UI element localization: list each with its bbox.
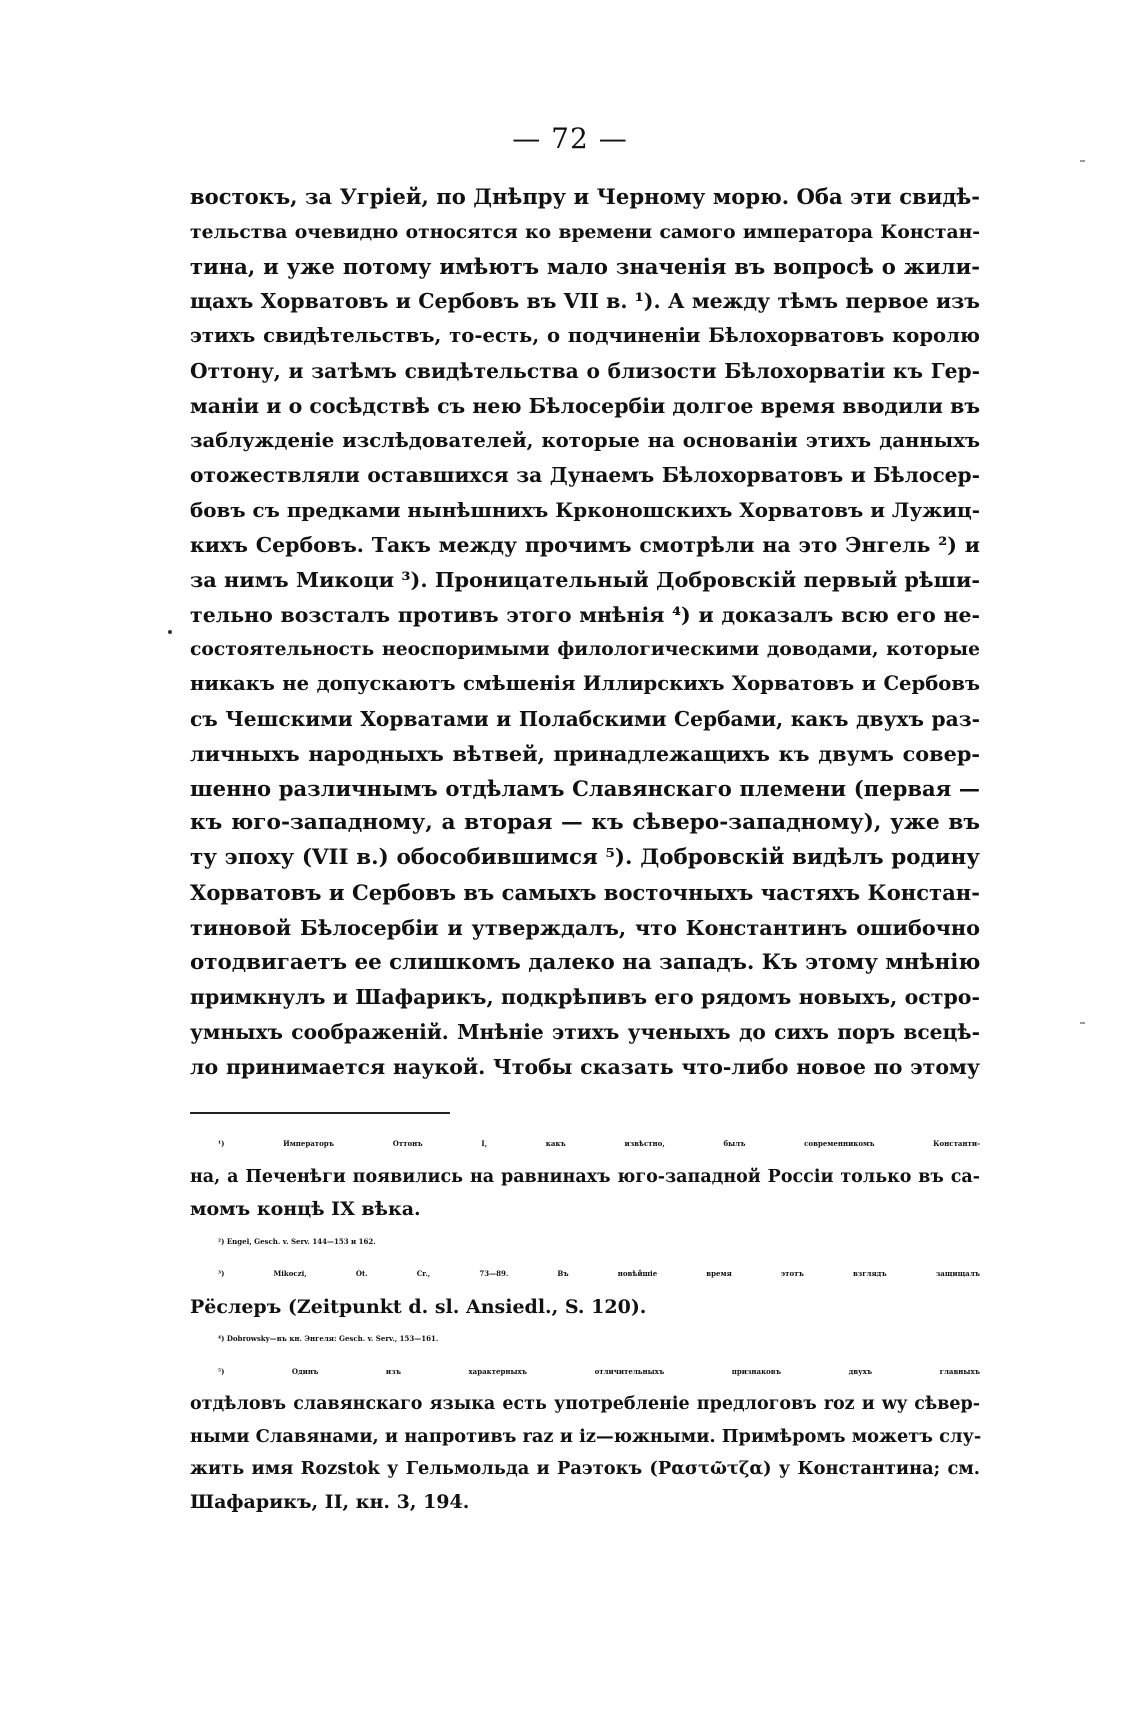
body-line: отожествляли оставшихся за Дунаемъ Бѣлохорватовъ и Бѣлосер- [190,463,980,488]
footnote-line: на, а Печенѣги появились на равнинахъ юго-западной Россіи только въ са- [190,1166,980,1187]
body-line: тельно возсталъ противъ этого мнѣнія ⁴) и доказалъ всю его не- [190,602,980,627]
body-line: Хорватовъ и Сербовъ въ самыхъ восточныхъ частяхъ Констан- [190,879,980,905]
edge-mark [1080,1022,1085,1024]
footnote-line: ¹) Императоръ Оттонъ I, какъ извѣстно, былъ современникомъ Константи- [218,1139,980,1148]
body-line: тиновой Бѣлосербіи и утверждалъ, что Константинъ ошибочно [190,914,980,940]
footnotes [190,1128,980,1518]
body-line: щахъ Хорватовъ и Сербовъ въ VII в. ¹). А между тѣмъ первое изъ [190,289,980,314]
body-line: съ Чешскими Хорватами и Полабскими Сербами, какъ двухъ раз- [190,706,980,731]
margin-dot [168,630,172,634]
body-line: этихъ свидѣтельствъ, то-есть, о подчиненіи Бѣлохорватовъ королю [190,324,980,348]
body-line: кихъ Сербовъ. Такъ между прочимъ смотрѣли на это Энгель ²) и [190,532,980,557]
body-line: отодвигаетъ ее слишкомъ далеко на западъ. Къ этому мнѣнію [190,949,981,975]
footnote-line: момъ концѣ IX вѣка. [190,1198,421,1220]
body-line: никакъ не допускаютъ смѣшенія Иллирскихъ Хорватовъ и Сербовъ [190,672,980,696]
footnote-line: жить имя Rozstok у Гельмольда и Раэтокъ (Ραστῶτζα) у Константина; см. [190,1458,980,1479]
body-line: примкнулъ и Шафарикъ, подкрѣпивъ его рядомъ новыхъ, остро- [190,985,980,1010]
body-line: востокъ, за Угріей, по Днѣпру и Черному морю. Оба эти свидѣ- [190,184,980,209]
footnote-line: ³) Mikoczi, Ot. Cr., 73—89. Въ новѣйшіе время этотъ взглядъ защищалъ [218,1269,980,1278]
body-line: умныхъ соображеній. Мнѣніе этихъ ученыхъ до сихъ поръ всецѣ- [190,1020,980,1045]
edge-mark [1080,160,1085,162]
footnote-line: ⁴) Dobrowsky—въ кн. Энгеля: Gesch. v. Serv., 153—161. [218,1334,439,1343]
body-line: маніи и о сосѣдствѣ съ нею Бѣлосербіи долгое время вводили въ [190,393,981,418]
body-line: къ юго-западному, а вторая — къ сѣверо-западному), уже въ [190,810,980,836]
page-number: — 72 — [512,122,628,155]
body-line: бовъ съ предками нынѣшнихъ Крконошскихъ Хорватовъ и Лужиц- [190,498,980,523]
footnote-line: Шафарикъ, II, кн. 3, 194. [190,1490,470,1513]
body-line: личныхъ народныхъ вѣтвей, принадлежащихъ къ двумъ совер- [190,740,980,766]
body-line: Оттону, и затѣмъ свидѣтельства о близости Бѣлохорватіи къ Гер- [190,358,980,383]
body-line: ту эпоху (VII в.) обособившимся ⁵). Добровскій видѣлъ родину [190,845,980,871]
footnote-line: ⁵) Одинъ изъ характерныхъ отличительныхъ признаковъ двухъ главныхъ [218,1366,980,1376]
body-line: заблужденіе изслѣдователей, которые на основаніи этихъ данныхъ [190,428,980,452]
body-text [190,180,980,1085]
body-line: тина, и уже потому имѣютъ мало значенія въ вопросѣ о жили- [190,253,980,279]
footnote-line: ными Славянами, и напротивъ raz и iz—южными. Примѣромъ можетъ слу- [190,1425,982,1447]
body-line: шенно различнымъ отдѣламъ Славянскаго племени (первая — [190,775,980,801]
footnote-line: Рёслеръ (Zeitpunkt d. sl. Ansiedl., S. 120). [190,1295,647,1318]
footnote-rule [190,1112,450,1114]
body-line: за нимъ Микоци ³). Проницательный Добровскій первый рѣши- [190,566,980,592]
body-line: тельства очевидно относятся ко времени самого императора Констан- [190,220,980,243]
footnote-line: отдѣловъ славянскаго языка есть употребленіе предлоговъ roz и wy сѣвер- [190,1394,980,1414]
footnote-line: ²) Engel, Gesch. v. Serv. 144—153 и 162. [218,1236,376,1246]
body-line: ло принимается наукой. Чтобы сказать что-либо новое по этому [190,1054,980,1079]
body-line: состоятельность неоспоримыми филологическими доводами, которые [190,638,980,661]
